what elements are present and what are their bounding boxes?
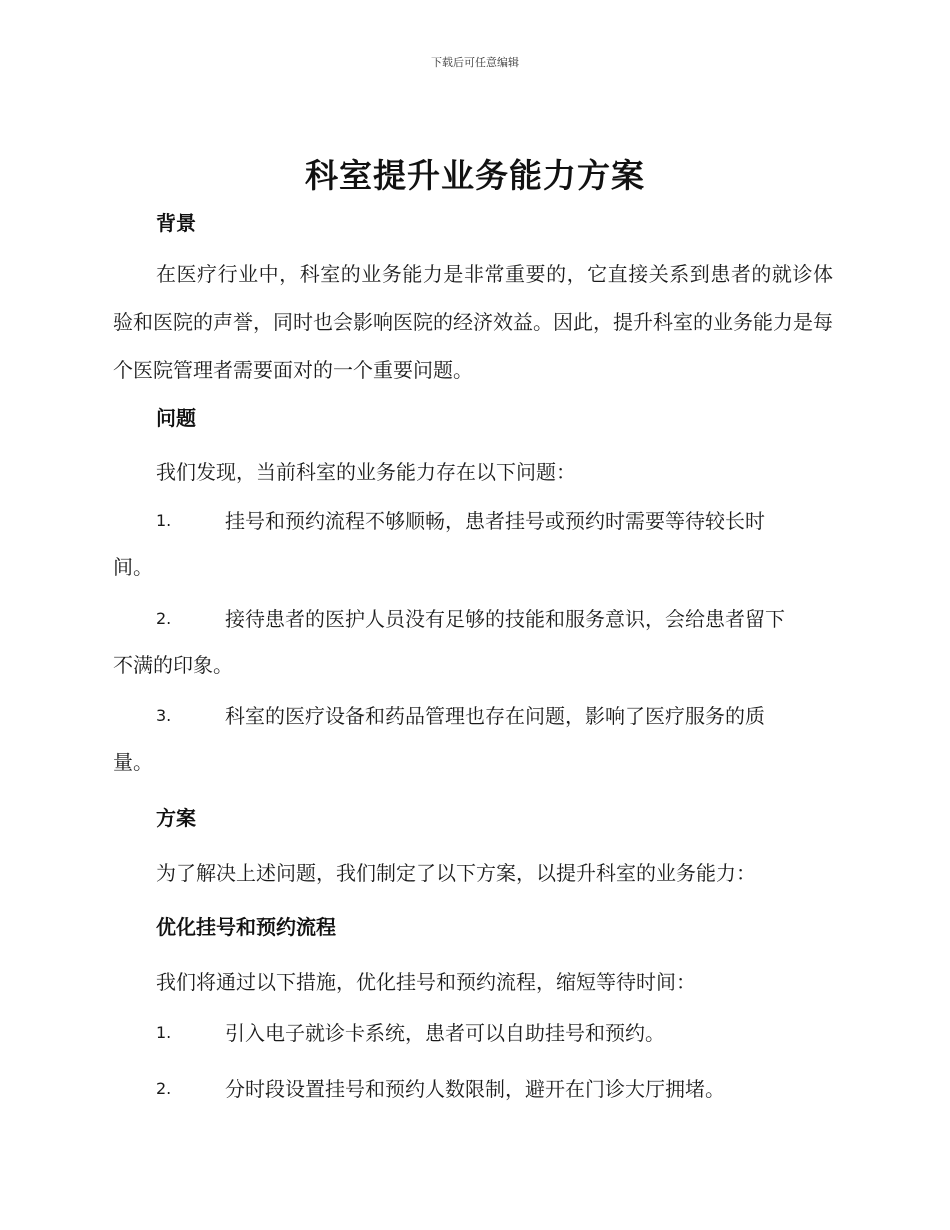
section-heading-problems: 问题 xyxy=(156,406,196,430)
section-heading-plan: 方案 xyxy=(156,806,196,830)
list-text: 分时段设置挂号和预约人数限制，避开在门诊大厅拥堵。 xyxy=(225,1077,725,1101)
problem-item-3 xyxy=(113,693,833,785)
sub-heading-optimize: 优化挂号和预约流程 xyxy=(156,915,336,939)
document-title: 科室提升业务能力方案 xyxy=(305,156,645,195)
plan-item-2 xyxy=(113,1066,833,1112)
optimize-intro: 我们将通过以下措施，优化挂号和预约流程，缩短等待时间： xyxy=(156,970,696,994)
list-number: 2. xyxy=(156,609,172,628)
list-text-continued: 不满的印象。 xyxy=(113,653,233,677)
list-number: 1. xyxy=(156,511,172,530)
list-text: 挂号和预约流程不够顺畅，患者挂号或预约时需要等待较长时 xyxy=(225,509,765,533)
header-note: 下载后可任意编辑 xyxy=(431,56,519,69)
list-number: 1. xyxy=(156,1023,172,1042)
list-text: 科室的医疗设备和药品管理也存在问题，影响了医疗服务的质 xyxy=(225,704,765,728)
problem-item-2 xyxy=(113,596,833,688)
list-text-continued: 间。 xyxy=(113,555,153,579)
section-heading-background: 背景 xyxy=(156,211,196,235)
problem-item-1 xyxy=(113,498,833,590)
list-text: 接待患者的医护人员没有足够的技能和服务意识，会给患者留下 xyxy=(225,607,785,631)
problems-intro: 我们发现，当前科室的业务能力存在以下问题： xyxy=(156,460,576,484)
list-text: 引入电子就诊卡系统，患者可以自助挂号和预约。 xyxy=(225,1021,665,1045)
list-text-continued: 量。 xyxy=(113,750,153,774)
plan-item-1 xyxy=(113,1010,833,1056)
list-number: 3. xyxy=(156,706,172,725)
list-number: 2. xyxy=(156,1079,172,1098)
plan-intro: 为了解决上述问题，我们制定了以下方案，以提升科室的业务能力： xyxy=(156,861,756,885)
background-paragraph: 在医疗行业中，科室的业务能力是非常重要的，它直接关系到患者的就诊体验和医院的声誉，同时也会影响医院的经济效益。因此，提升科室的业务能力是每个医院管理者需要面对的一个重要问题。 xyxy=(113,262,833,382)
